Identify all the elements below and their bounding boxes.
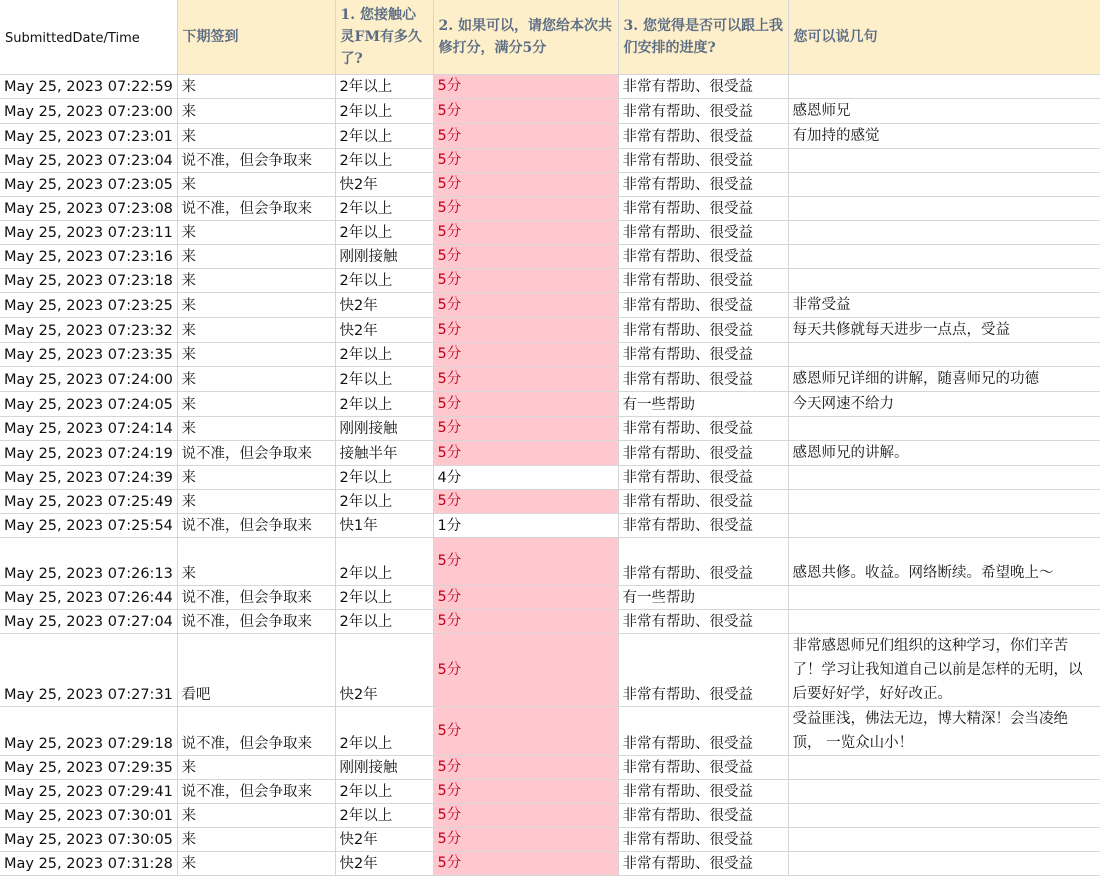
cell-signin[interactable]: 来 — [177, 803, 335, 827]
table-row — [0, 244, 1100, 268]
cell-score[interactable]: 5分 — [433, 755, 618, 779]
cell-comment[interactable] — [788, 416, 1100, 440]
cell-submitted-time[interactable]: May 25, 2023 07:23:32 — [0, 317, 177, 342]
header-pace[interactable]: 3. 您觉得是否可以跟上我们安排的进度? — [618, 0, 788, 74]
cell-score[interactable]: 5分 — [433, 220, 618, 244]
cell-signin[interactable]: 来 — [177, 220, 335, 244]
cell-submitted-time[interactable]: May 25, 2023 07:23:04 — [0, 148, 177, 172]
cell-comment[interactable] — [788, 851, 1100, 875]
cell-pace[interactable]: 非常有帮助、很受益 — [618, 513, 788, 537]
cell-submitted-time[interactable]: May 25, 2023 07:24:14 — [0, 416, 177, 440]
table-row — [0, 706, 1100, 755]
table-row — [0, 172, 1100, 196]
cell-submitted-time[interactable]: May 25, 2023 07:23:01 — [0, 123, 177, 148]
cell-comment[interactable]: 感恩师兄 — [788, 98, 1100, 123]
cell-duration[interactable]: 2年以上 — [335, 74, 433, 98]
cell-score[interactable]: 5分 — [433, 292, 618, 317]
cell-submitted-time[interactable]: May 25, 2023 07:23:11 — [0, 220, 177, 244]
cell-signin[interactable]: 来 — [177, 74, 335, 98]
cell-comment[interactable] — [788, 779, 1100, 803]
cell-signin[interactable]: 来 — [177, 123, 335, 148]
table-row — [0, 366, 1100, 391]
cell-score[interactable]: 5分 — [433, 366, 618, 391]
cell-duration[interactable]: 2年以上 — [335, 196, 433, 220]
table-row — [0, 465, 1100, 489]
cell-comment[interactable] — [788, 827, 1100, 851]
cell-pace[interactable]: 非常有帮助、很受益 — [618, 633, 788, 706]
cell-duration[interactable]: 快2年 — [335, 292, 433, 317]
cell-score[interactable]: 5分 — [433, 317, 618, 342]
cell-submitted-time[interactable]: May 25, 2023 07:26:44 — [0, 585, 177, 609]
cell-score[interactable]: 4分 — [433, 465, 618, 489]
cell-signin[interactable]: 来 — [177, 268, 335, 292]
cell-score[interactable]: 5分 — [433, 74, 618, 98]
table-row — [0, 779, 1100, 803]
cell-duration[interactable]: 刚刚接触 — [335, 755, 433, 779]
header-row — [0, 0, 1100, 74]
cell-duration[interactable]: 2年以上 — [335, 489, 433, 513]
cell-pace[interactable]: 非常有帮助、很受益 — [618, 268, 788, 292]
cell-submitted-time[interactable]: May 25, 2023 07:29:41 — [0, 779, 177, 803]
cell-submitted-time[interactable]: May 25, 2023 07:30:05 — [0, 827, 177, 851]
cell-comment[interactable] — [788, 513, 1100, 537]
cell-submitted-time[interactable]: May 25, 2023 07:23:25 — [0, 292, 177, 317]
cell-signin[interactable]: 来 — [177, 391, 335, 416]
header-signin[interactable]: 下期签到 — [177, 0, 335, 74]
cell-pace[interactable]: 非常有帮助、很受益 — [618, 609, 788, 633]
cell-pace[interactable]: 非常有帮助、很受益 — [618, 172, 788, 196]
cell-comment[interactable] — [788, 268, 1100, 292]
cell-duration[interactable]: 快2年 — [335, 172, 433, 196]
cell-duration[interactable]: 2年以上 — [335, 706, 433, 755]
cell-duration[interactable]: 快1年 — [335, 513, 433, 537]
cell-comment[interactable] — [788, 755, 1100, 779]
table-row — [0, 609, 1100, 633]
cell-submitted-time[interactable]: May 25, 2023 07:31:28 — [0, 851, 177, 875]
cell-signin[interactable]: 说不准，但会争取来 — [177, 706, 335, 755]
cell-signin[interactable]: 说不准，但会争取来 — [177, 440, 335, 465]
cell-submitted-time[interactable]: May 25, 2023 07:25:49 — [0, 489, 177, 513]
cell-submitted-time[interactable]: May 25, 2023 07:24:19 — [0, 440, 177, 465]
cell-duration[interactable]: 快2年 — [335, 851, 433, 875]
table-row — [0, 148, 1100, 172]
cell-comment[interactable] — [788, 465, 1100, 489]
cell-score[interactable]: 5分 — [433, 851, 618, 875]
cell-signin[interactable]: 来 — [177, 755, 335, 779]
cell-comment[interactable] — [788, 220, 1100, 244]
cell-score[interactable]: 5分 — [433, 803, 618, 827]
cell-comment[interactable]: 有加持的感觉 — [788, 123, 1100, 148]
table-row — [0, 755, 1100, 779]
cell-signin[interactable]: 来 — [177, 851, 335, 875]
cell-comment[interactable]: 感恩共修。收益。网络断续。希望晚上～ — [788, 537, 1100, 585]
cell-score[interactable]: 5分 — [433, 633, 618, 706]
cell-score[interactable]: 5分 — [433, 489, 618, 513]
cell-submitted-time[interactable]: May 25, 2023 07:27:31 — [0, 633, 177, 706]
cell-pace[interactable]: 非常有帮助、很受益 — [618, 148, 788, 172]
cell-score[interactable]: 5分 — [433, 123, 618, 148]
cell-pace[interactable]: 非常有帮助、很受益 — [618, 366, 788, 391]
table-row — [0, 74, 1100, 98]
cell-pace[interactable]: 非常有帮助、很受益 — [618, 489, 788, 513]
cell-pace[interactable]: 非常有帮助、很受益 — [618, 416, 788, 440]
cell-pace[interactable]: 非常有帮助、很受益 — [618, 220, 788, 244]
cell-signin[interactable]: 来 — [177, 98, 335, 123]
cell-submitted-time[interactable]: May 25, 2023 07:29:35 — [0, 755, 177, 779]
cell-comment[interactable] — [788, 196, 1100, 220]
cell-score[interactable]: 5分 — [433, 609, 618, 633]
cell-duration[interactable]: 2年以上 — [335, 342, 433, 366]
table-row — [0, 633, 1100, 706]
cell-pace[interactable]: 有一些帮助 — [618, 391, 788, 416]
cell-duration[interactable]: 刚刚接触 — [335, 244, 433, 268]
cell-pace[interactable]: 非常有帮助、很受益 — [618, 74, 788, 98]
cell-pace[interactable]: 非常有帮助、很受益 — [618, 317, 788, 342]
cell-pace[interactable]: 非常有帮助、很受益 — [618, 851, 788, 875]
cell-duration[interactable]: 2年以上 — [335, 585, 433, 609]
cell-signin[interactable]: 来 — [177, 172, 335, 196]
table-row — [0, 98, 1100, 123]
cell-score[interactable]: 5分 — [433, 244, 618, 268]
header-comment[interactable]: 您可以说几句 — [788, 0, 1100, 74]
cell-duration[interactable]: 2年以上 — [335, 98, 433, 123]
table-row — [0, 827, 1100, 851]
cell-submitted-time[interactable]: May 25, 2023 07:23:00 — [0, 98, 177, 123]
cell-score[interactable]: 5分 — [433, 196, 618, 220]
cell-submitted-time[interactable]: May 25, 2023 07:30:01 — [0, 803, 177, 827]
cell-pace[interactable]: 有一些帮助 — [618, 585, 788, 609]
cell-pace[interactable]: 非常有帮助、很受益 — [618, 292, 788, 317]
cell-score[interactable]: 5分 — [433, 172, 618, 196]
header-submitted-time[interactable]: SubmittedDate/Time — [0, 0, 177, 74]
cell-pace[interactable]: 非常有帮助、很受益 — [618, 537, 788, 585]
cell-score[interactable]: 5分 — [433, 148, 618, 172]
cell-duration[interactable]: 2年以上 — [335, 779, 433, 803]
cell-duration[interactable]: 快2年 — [335, 317, 433, 342]
cell-score[interactable]: 5分 — [433, 416, 618, 440]
cell-pace[interactable]: 非常有帮助、很受益 — [618, 779, 788, 803]
cell-signin[interactable]: 说不准，但会争取来 — [177, 513, 335, 537]
cell-signin[interactable]: 说不准，但会争取来 — [177, 196, 335, 220]
cell-signin[interactable]: 看吧 — [177, 633, 335, 706]
cell-pace[interactable]: 非常有帮助、很受益 — [618, 244, 788, 268]
cell-submitted-time[interactable]: May 25, 2023 07:24:05 — [0, 391, 177, 416]
cell-pace[interactable]: 非常有帮助、很受益 — [618, 755, 788, 779]
header-duration[interactable]: 1. 您接触心灵FM有多久了? — [335, 0, 433, 74]
cell-score[interactable]: 5分 — [433, 268, 618, 292]
table-row — [0, 537, 1100, 585]
cell-signin[interactable]: 来 — [177, 827, 335, 851]
cell-submitted-time[interactable]: May 25, 2023 07:23:18 — [0, 268, 177, 292]
cell-comment[interactable]: 感恩师兄详细的讲解，随喜师兄的功德 — [788, 366, 1100, 391]
cell-submitted-time[interactable]: May 25, 2023 07:25:54 — [0, 513, 177, 537]
table-row — [0, 123, 1100, 148]
cell-signin[interactable]: 来 — [177, 465, 335, 489]
cell-signin[interactable]: 来 — [177, 489, 335, 513]
cell-score[interactable]: 5分 — [433, 585, 618, 609]
cell-signin[interactable]: 来 — [177, 244, 335, 268]
cell-duration[interactable]: 接触半年 — [335, 440, 433, 465]
cell-comment[interactable] — [788, 74, 1100, 98]
cell-submitted-time[interactable]: May 25, 2023 07:27:04 — [0, 609, 177, 633]
table-row — [0, 851, 1100, 875]
table-row — [0, 268, 1100, 292]
cell-submitted-time[interactable]: May 25, 2023 07:23:08 — [0, 196, 177, 220]
cell-pace[interactable]: 非常有帮助、很受益 — [618, 123, 788, 148]
cell-pace[interactable]: 非常有帮助、很受益 — [618, 465, 788, 489]
table-row — [0, 513, 1100, 537]
cell-signin[interactable]: 说不准，但会争取来 — [177, 779, 335, 803]
cell-duration[interactable]: 2年以上 — [335, 537, 433, 585]
cell-pace[interactable]: 非常有帮助、很受益 — [618, 827, 788, 851]
cell-signin[interactable]: 说不准，但会争取来 — [177, 609, 335, 633]
cell-comment[interactable] — [788, 244, 1100, 268]
cell-submitted-time[interactable]: May 25, 2023 07:23:05 — [0, 172, 177, 196]
cell-pace[interactable]: 非常有帮助、很受益 — [618, 440, 788, 465]
cell-pace[interactable]: 非常有帮助、很受益 — [618, 196, 788, 220]
table-row — [0, 391, 1100, 416]
cell-score[interactable]: 5分 — [433, 827, 618, 851]
cell-pace[interactable]: 非常有帮助、很受益 — [618, 803, 788, 827]
cell-duration[interactable]: 快2年 — [335, 633, 433, 706]
cell-submitted-time[interactable]: May 25, 2023 07:22:59 — [0, 74, 177, 98]
cell-comment[interactable] — [788, 489, 1100, 513]
cell-comment[interactable] — [788, 148, 1100, 172]
cell-comment[interactable]: 非常受益 — [788, 292, 1100, 317]
cell-signin[interactable]: 说不准，但会争取来 — [177, 148, 335, 172]
cell-duration[interactable]: 2年以上 — [335, 123, 433, 148]
cell-signin[interactable]: 来 — [177, 366, 335, 391]
table-row — [0, 489, 1100, 513]
cell-pace[interactable]: 非常有帮助、很受益 — [618, 98, 788, 123]
table-row — [0, 196, 1100, 220]
cell-comment[interactable] — [788, 803, 1100, 827]
cell-signin[interactable]: 来 — [177, 317, 335, 342]
cell-duration[interactable]: 2年以上 — [335, 391, 433, 416]
cell-duration[interactable]: 快2年 — [335, 827, 433, 851]
cell-pace[interactable]: 非常有帮助、很受益 — [618, 342, 788, 366]
table-row — [0, 220, 1100, 244]
cell-score[interactable]: 5分 — [433, 342, 618, 366]
cell-signin[interactable]: 来 — [177, 342, 335, 366]
cell-score[interactable]: 5分 — [433, 391, 618, 416]
cell-comment[interactable]: 今天网速不给力 — [788, 391, 1100, 416]
cell-signin[interactable]: 说不准，但会争取来 — [177, 585, 335, 609]
cell-comment[interactable]: 受益匪浅，佛法无边，博大精深！会当凌绝顶， 一览众山小！ — [788, 706, 1100, 755]
cell-duration[interactable]: 2年以上 — [335, 609, 433, 633]
cell-submitted-time[interactable]: May 25, 2023 07:23:16 — [0, 244, 177, 268]
cell-submitted-time[interactable]: May 25, 2023 07:23:35 — [0, 342, 177, 366]
cell-comment[interactable] — [788, 342, 1100, 366]
table-row — [0, 416, 1100, 440]
cell-score[interactable]: 1分 — [433, 513, 618, 537]
cell-duration[interactable]: 2年以上 — [335, 366, 433, 391]
header-row-group — [0, 0, 1100, 74]
cell-comment[interactable]: 每天共修就每天进步一点点，受益 — [788, 317, 1100, 342]
cell-comment[interactable]: 感恩师兄的讲解。 — [788, 440, 1100, 465]
table-row — [0, 585, 1100, 609]
cell-comment[interactable] — [788, 609, 1100, 633]
cell-submitted-time[interactable]: May 25, 2023 07:26:13 — [0, 537, 177, 585]
cell-comment[interactable] — [788, 172, 1100, 196]
table-row — [0, 317, 1100, 342]
cell-score[interactable]: 5分 — [433, 440, 618, 465]
cell-duration[interactable]: 2年以上 — [335, 465, 433, 489]
table-row — [0, 342, 1100, 366]
table-row — [0, 803, 1100, 827]
cell-duration[interactable]: 2年以上 — [335, 803, 433, 827]
cell-score[interactable]: 5分 — [433, 706, 618, 755]
cell-duration[interactable]: 刚刚接触 — [335, 416, 433, 440]
table-body — [0, 74, 1100, 875]
cell-submitted-time[interactable]: May 25, 2023 07:24:00 — [0, 366, 177, 391]
cell-comment[interactable] — [788, 585, 1100, 609]
cell-score[interactable]: 5分 — [433, 779, 618, 803]
cell-duration[interactable]: 2年以上 — [335, 268, 433, 292]
cell-duration[interactable]: 2年以上 — [335, 148, 433, 172]
table-row — [0, 440, 1100, 465]
cell-submitted-time[interactable]: May 25, 2023 07:24:39 — [0, 465, 177, 489]
cell-submitted-time[interactable]: May 25, 2023 07:29:18 — [0, 706, 177, 755]
cell-score[interactable]: 5分 — [433, 98, 618, 123]
cell-pace[interactable]: 非常有帮助、很受益 — [618, 706, 788, 755]
header-score[interactable]: 2. 如果可以，请您给本次共修打分，满分5分 — [433, 0, 618, 74]
cell-comment[interactable]: 非常感恩师兄们组织的这种学习，你们辛苦了！学习让我知道自己以前是怎样的无明，以后要好好学，好好改正。 — [788, 633, 1100, 706]
cell-signin[interactable]: 来 — [177, 292, 335, 317]
cell-signin[interactable]: 来 — [177, 416, 335, 440]
cell-score[interactable]: 5分 — [433, 537, 618, 585]
table-row — [0, 292, 1100, 317]
cell-duration[interactable]: 2年以上 — [335, 220, 433, 244]
cell-signin[interactable]: 来 — [177, 537, 335, 585]
